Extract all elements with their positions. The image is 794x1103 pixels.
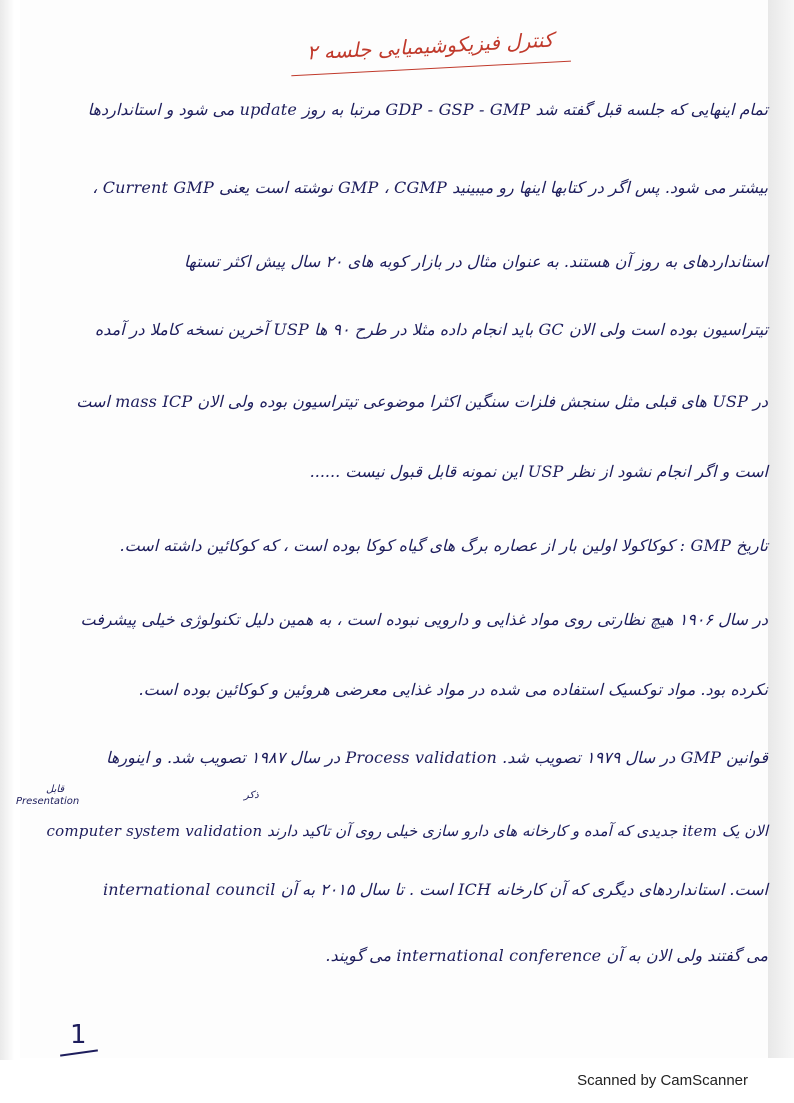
text-line-6: است و اگر انجام نشود از نظر USP این نمونه قابل قبول نیست ......	[309, 462, 768, 481]
camscanner-watermark: Scanned by CamScanner	[577, 1072, 748, 1089]
text-line-10: قوانین GMP در سال ۱۹۷۹ تصویب شد. Process validation در سال ۱۹۸۷ تصویب شد. و اینورها	[106, 748, 768, 767]
page-title: کنترل فیزیکوشیمیایی جلسه ۲	[289, 17, 571, 77]
margin-note-above-council: ذکر	[244, 790, 259, 801]
text-line-4: تیتراسیون بوده است ولی الان GC باید انجام داده مثلا در طرح ۹۰ ها USP آخرین نسخه کاملا در آمده	[94, 320, 768, 339]
text-line-8: در سال ۱۹۰۶ هیچ نظارتی روی مواد غذایی و دارویی نبوده است ، به همین دلیل تکنولوژی خیلی پیشرفت	[80, 610, 768, 629]
margin-note-above-validation: قابل	[46, 784, 65, 795]
text-line-9: نکرده بود. مواد توکسیک استفاده می شده در مواد غذایی معرضی هروئین و کوکائین بوده است.	[138, 680, 768, 699]
text-line-11: الان یک item جدیدی که آمده و کارخانه های دارو سازی خیلی روی آن تاکید دارند computer system validation	[46, 822, 768, 840]
margin-note-presentation: Presentation	[16, 796, 80, 807]
page-number: 1	[70, 1020, 87, 1050]
text-line-7: تاریخ GMP : کوکاکولا اولین بار از عصاره برگ های گیاه کوکا بوده است ، که کوکائین داشته است.	[119, 536, 768, 555]
text-line-1: تمام اینهایی که جلسه قبل گفته شد GDP - GSP - GMP مرتبا به روز update می شود و استانداردها	[87, 100, 768, 119]
text-line-12: است. استانداردهای دیگری که آن کارخانه ICH است . تا سال ۲۰۱۵ به آن international council	[102, 880, 768, 899]
text-line-5: در USP های قبلی مثل سنجش فلزات سنگین اکثرا موضوعی تیتراسیون بوده ولی الان mass ICP است	[76, 392, 768, 411]
text-line-2: بیشتر می شود. پس اگر در کتابها اینها رو میبینید GMP ، CGMP نوشته است یعنی Current GMP ،	[92, 178, 768, 197]
text-line-3: استانداردهای به روز آن هستند. به عنوان مثال در بازار کوبه های ۲۰ سال پیش اکثر تستها	[183, 252, 768, 271]
page-shadow	[768, 0, 794, 1058]
notebook-page	[20, 0, 769, 1058]
text-line-13: می گفتند ولی الان به آن international conference می گویند.	[325, 946, 768, 965]
